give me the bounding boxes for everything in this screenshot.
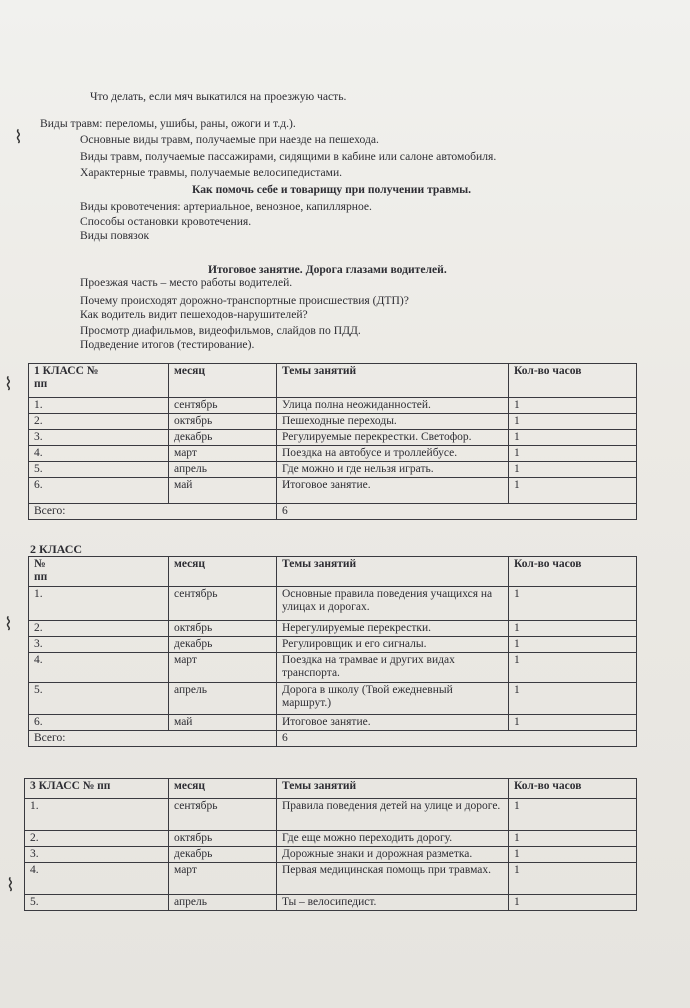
table-row: 4. март Первая медицинская помощь при травмах. 1 <box>25 863 637 895</box>
table-row: 4. март Поездка на трамвае и других видах транспорта. 1 <box>29 653 637 683</box>
table-total-row: Всего: 6 <box>29 504 637 520</box>
t1-header-topic: Темы занятий <box>277 364 509 398</box>
t3-header-no: 3 КЛАСС № пп <box>25 779 169 799</box>
t2-header-topic: Темы занятий <box>277 557 509 587</box>
intro-ped: Основные виды травм, получаемые при наезде на пешехода. <box>80 133 379 146</box>
class2-heading: 2 КЛАСС <box>30 542 83 556</box>
table-row: 2. октябрь Нерегулируемые перекрестки. 1 <box>29 621 637 637</box>
intro-injuries: Виды травм: переломы, ушибы, раны, ожоги и т.д.). <box>40 117 296 130</box>
final-l1: Проезжая часть – место работы водителей. <box>80 276 293 289</box>
t1-header-no: 1 КЛАСС № пп <box>29 364 169 398</box>
table-row: 1. сентябрь Правила поведения детей на улице и дороге. 1 <box>25 799 637 831</box>
table-row: 4. март Поездка на автобусе и троллейбусе. 1 <box>29 446 637 462</box>
class1-table <box>28 363 637 520</box>
table-row: 5. апрель Дорога в школу (Твой ежедневный маршрут.) 1 <box>29 683 637 715</box>
intro-bike: Характерные травмы, получаемые велосипедистами. <box>80 166 343 179</box>
table-row: 5. апрель Где можно и где нельзя играть. 1 <box>29 462 637 478</box>
t1-header-month: месяц <box>169 364 277 398</box>
table-row: 1. сентябрь Основные правила поведения учащихся на улицах и дорогах. 1 <box>29 587 637 621</box>
intro-stop: Способы остановки кровотечения. <box>80 215 252 228</box>
t2-header-month: месяц <box>169 557 277 587</box>
final-l4: Просмотр диафильмов, видеофильмов, слайдов по ПДД. <box>80 324 361 337</box>
intro-band: Виды повязок <box>80 229 150 242</box>
table-row: 1. сентябрь Улица полна неожиданностей. 1 <box>29 398 637 414</box>
table-row: 6. май Итоговое занятие. 1 <box>29 715 637 731</box>
table-row: 3. декабрь Регулируемые перекрестки. Светофор. 1 <box>29 430 637 446</box>
class3-table <box>24 778 637 911</box>
final-l5: Подведение итогов (тестирование). <box>80 338 255 351</box>
t2-header-hours: Кол-во часов <box>509 557 637 587</box>
table-row: 2. октябрь Где еще можно переходить дорогу. 1 <box>25 831 637 847</box>
intro-pass: Виды травм, получаемые пассажирами, сидящими в кабине или салоне автомобиля. <box>80 150 497 163</box>
t3-header-hours: Кол-во часов <box>509 779 637 799</box>
t1-header-hours: Кол-во часов <box>509 364 637 398</box>
pen-mark-4: ⌇ <box>6 875 15 896</box>
final-l3: Как водитель видит пешеходов-нарушителей? <box>80 308 308 321</box>
table-row: 3. декабрь Регулировщик и его сигналы. 1 <box>29 637 637 653</box>
help-title: Как помочь себе и товарищу при получении травмы. <box>192 183 472 196</box>
table-total-row: Всего: 6 <box>29 731 637 747</box>
intro-bleed: Виды кровотечения: артериальное, венозное, капиллярное. <box>80 200 372 213</box>
pen-mark-1: ⌇ <box>14 127 23 148</box>
final-title: Итоговое занятие. Дорога глазами водителей. <box>208 263 447 276</box>
table-row: 5. апрель Ты – велосипедист. 1 <box>25 895 637 911</box>
table-row: 6. май Итоговое занятие. 1 <box>29 478 637 504</box>
table-row: 2. октябрь Пешеходные переходы. 1 <box>29 414 637 430</box>
class2-table <box>28 556 637 747</box>
final-l2: Почему происходят дорожно-транспортные происшествия (ДТП)? <box>80 294 409 307</box>
pen-mark-2: ⌇ <box>4 374 13 395</box>
table-row: 3. декабрь Дорожные знаки и дорожная разметка. 1 <box>25 847 637 863</box>
t3-header-topic: Темы занятий <box>277 779 509 799</box>
intro-ball: Что делать, если мяч выкатился на проезжую часть. <box>90 90 347 103</box>
t3-header-month: месяц <box>169 779 277 799</box>
pen-mark-3: ⌇ <box>4 614 13 635</box>
t2-header-no: № пп <box>29 557 169 587</box>
